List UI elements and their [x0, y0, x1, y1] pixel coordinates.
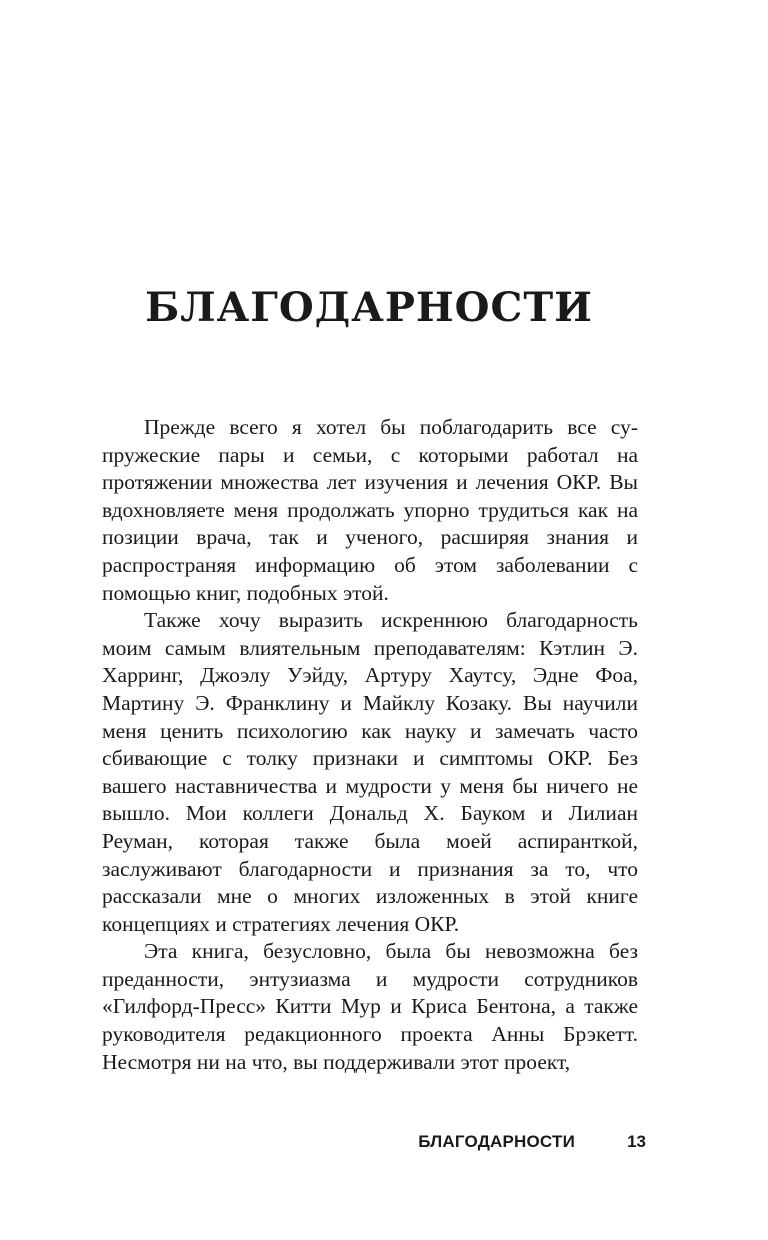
page-number: 13 [627, 1132, 646, 1151]
paragraph: Также хочу выразить искреннюю благодарность моим самым влиятельным преподавателям: Кэтлин Э. Харринг, Джоэлу Уэйду, Артуру Хаутсу, Эдне Фоа, Мартину Э. Франклину и Майклу Козаку. Вы научили меня ценить психологию как науку и замечать часто сбивающие с толку признаки и симптомы ОКР. Без вашего наставничества и мудрости у меня бы ничего не вышло. Мои коллеги Дональд Х. Бауком и Лилиан Реуман, которая также была моей аспиранткой, заслуживают благодарности и признания за то, что рассказали мне о многих изложенных в этой книге концепциях и стратегиях лечения ОКР. [102, 608, 638, 936]
running-title: БЛАГОДАРНОСТИ [418, 1132, 575, 1151]
page-footer [0, 1132, 768, 1156]
chapter-title: БЛАГОДАРНОСТИ [145, 284, 593, 331]
body-text [102, 414, 638, 1076]
paragraph: Прежде всего я хотел бы поблагодарить все супружеские пары и семьи, с которыми работал на протяжении множества лет изучения и лечения ОКР. Вы вдохновляете меня продолжать упорно трудиться как на позиции врача, так и ученого, расширяя знания и распространяя информацию об этом заболевании с помощью книг, подобных этой. [102, 415, 638, 605]
paragraph: Эта книга, безусловно, была бы невозможна без преданности, энтузиазма и мудрости сотрудников «Гилфорд-Пресс» Китти Мур и Криса Бентона, а также руководителя редакционного проекта Анны Брэкетт. Несмотря ни на что, вы поддерживали этот проект, [102, 939, 638, 1074]
